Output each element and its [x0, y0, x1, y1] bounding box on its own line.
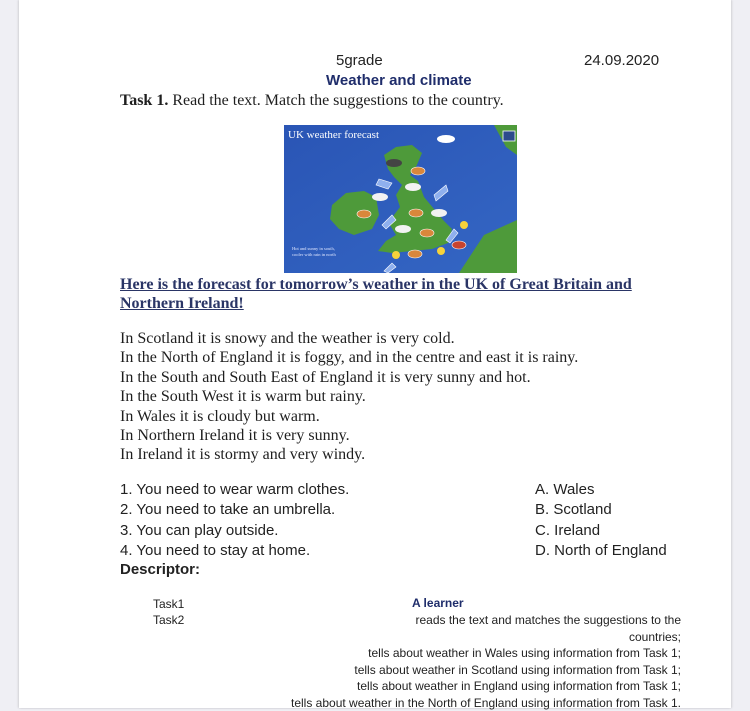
descriptor-criteria: [291, 612, 681, 711]
forecast-text: [120, 329, 578, 465]
grade-label: 5grade: [336, 52, 383, 69]
country-item: B. Scotland: [535, 500, 667, 520]
country-item: D. North of England: [535, 541, 667, 561]
task1-label: Task 1.: [120, 92, 168, 109]
task1-text: Read the text. Match the suggestions to the country.: [172, 92, 503, 109]
country-item: A. Wales: [535, 480, 667, 500]
weather-map-graphic: [284, 125, 517, 273]
document-page: [19, 0, 731, 708]
forecast-line: In the South West it is warm but rainy.: [120, 387, 578, 406]
criteria-line: tells about weather in the North of England using information from Task 1.: [291, 695, 681, 711]
page-title: Weather and climate: [326, 72, 472, 89]
date-label: 24.09.2020: [584, 52, 659, 69]
suggestion-item: 4. You need to stay at home.: [120, 541, 349, 561]
task-label: Task1: [153, 596, 184, 612]
criteria-line: tells about weather in Wales using information from Task 1;: [291, 645, 681, 662]
map-caption-line2: cooler with rain in north: [292, 252, 336, 257]
forecast-line: In Wales it is cloudy but warm.: [120, 407, 578, 426]
countries-list: [535, 480, 667, 561]
suggestion-item: 1. You need to wear warm clothes.: [120, 480, 349, 500]
task1-instruction: [120, 92, 504, 110]
descriptor-tasks: [153, 596, 184, 628]
forecast-line: In Northern Ireland it is very sunny.: [120, 426, 578, 445]
criteria-line: reads the text and matches the suggestions to the: [291, 612, 681, 629]
forecast-line: In the South and South East of England it is very sunny and hot.: [120, 368, 578, 387]
criteria-line: tells about weather in Scotland using information from Task 1;: [291, 662, 681, 679]
forecast-line: In Scotland it is snowy and the weather is very cold.: [120, 329, 578, 348]
descriptor-label: Descriptor:: [120, 561, 200, 578]
suggestion-item: 2. You need to take an umbrella.: [120, 500, 349, 520]
forecast-heading: Here is the forecast for tomorrow’s weather in the UK of Great Britain and Northern Ireland!: [120, 275, 680, 313]
criteria-line: tells about weather in England using information from Task 1;: [291, 678, 681, 695]
suggestion-item: 3. You can play outside.: [120, 521, 349, 541]
criteria-line: countries;: [291, 629, 681, 646]
country-item: C. Ireland: [535, 521, 667, 541]
task-label: Task2: [153, 612, 184, 628]
map-caption-line1: Hot and sunny in south,: [292, 246, 335, 252]
forecast-line: In the North of England it is foggy, and in the centre and east it is rainy.: [120, 348, 578, 367]
forecast-line: In Ireland it is stormy and very windy.: [120, 445, 578, 464]
map-title: UK weather forecast: [288, 129, 379, 141]
learner-label: A learner: [412, 596, 464, 610]
uk-weather-map-image: [284, 125, 517, 273]
suggestions-list: [120, 480, 349, 561]
